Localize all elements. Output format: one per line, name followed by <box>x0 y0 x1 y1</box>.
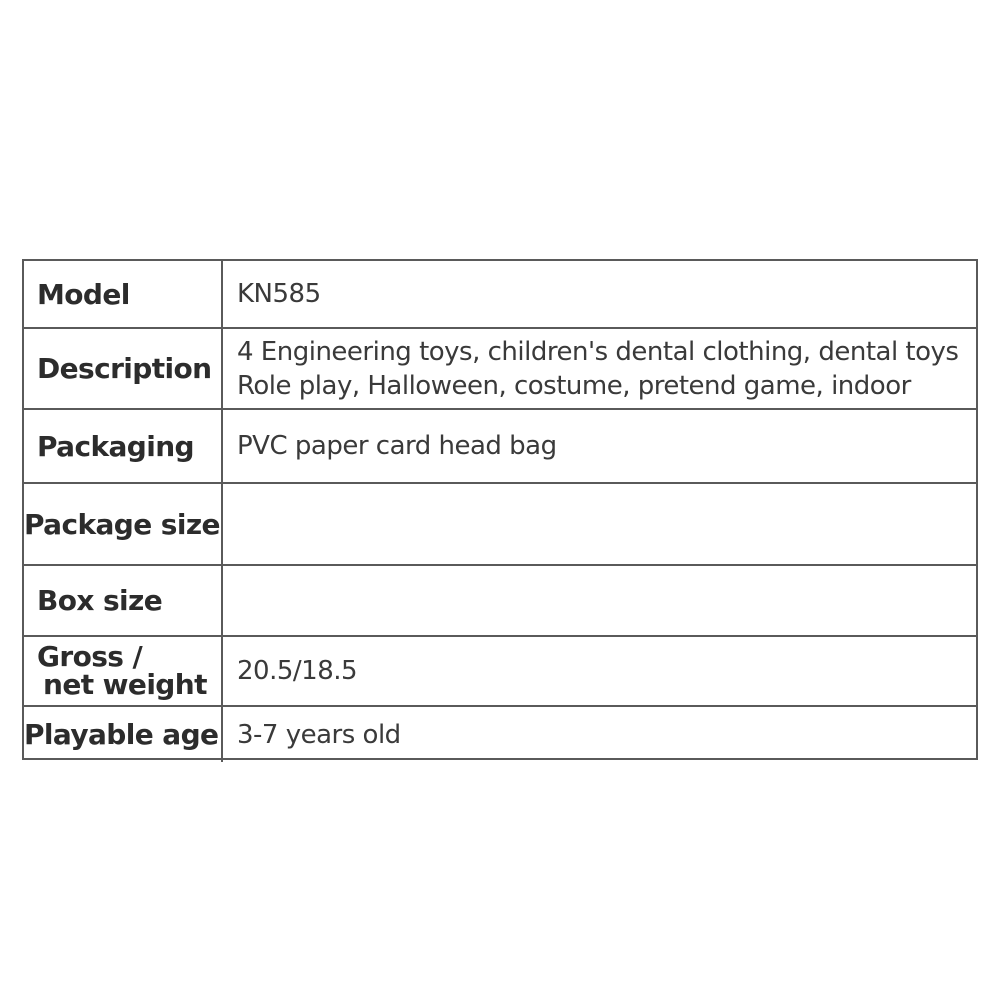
row-label-weight <box>24 637 223 707</box>
spec-table <box>22 259 978 760</box>
weight-label-line-1: Gross / <box>37 640 143 673</box>
row-value-model: KN585 <box>223 261 976 329</box>
description-line-2: Role play, Halloween, costume, pretend game, indoor <box>237 370 911 401</box>
row-value-box-size <box>223 566 976 637</box>
row-value-weight: 20.5/18.5 <box>223 637 976 707</box>
row-label-playable-age: Playable age <box>24 707 223 762</box>
row-label-model: Model <box>24 261 223 329</box>
row-value-packaging: PVC paper card head bag <box>223 410 976 484</box>
row-label-packaging: Packaging <box>24 410 223 484</box>
row-label-box-size: Box size <box>24 566 223 637</box>
weight-label-line-2: net weight <box>43 668 207 701</box>
row-label-package-size: Package size <box>24 484 223 566</box>
row-value-package-size <box>223 484 976 566</box>
row-value-description <box>223 329 976 410</box>
row-value-playable-age: 3-7 years old <box>237 719 401 750</box>
row-label-description: Description <box>24 329 223 410</box>
description-line-1: 4 Engineering toys, children's dental clothing, dental toys <box>237 336 959 367</box>
